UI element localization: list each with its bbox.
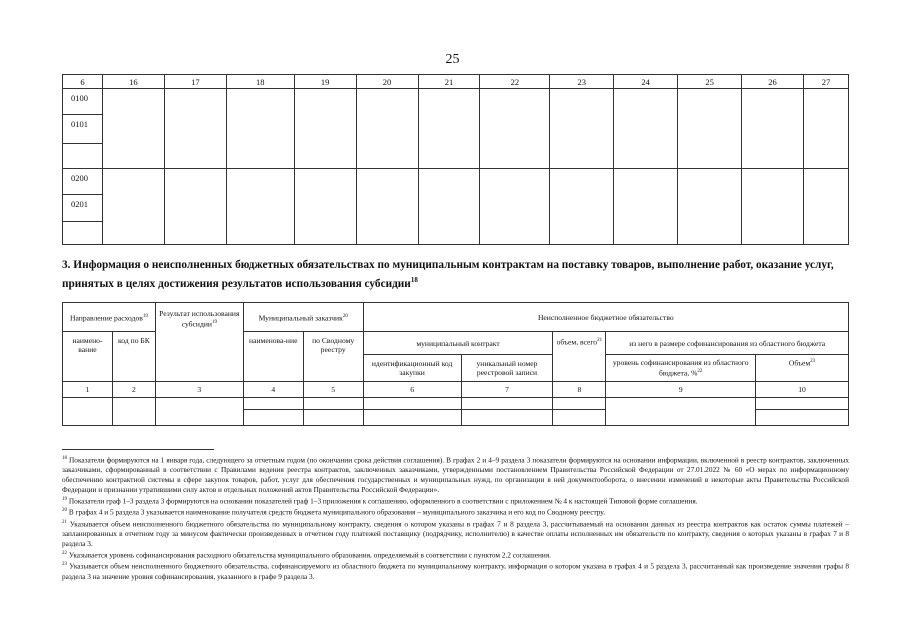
footnote-divider: [62, 449, 214, 450]
column-number: 25: [678, 75, 742, 89]
column-number: 18: [226, 75, 294, 89]
footnote: $^{21}$ Указывается объем неисполненного бюджетного обязательства по муниципальному контракту, сведения о котором указаны в графах 7 и 8 раздела 3, рассчитываемый на основании данных из реестра контрактов как остаток суммы платежей – запланированных в отчетном году за минусом фактически произведенных в отчетном году платежей поставщику (подрядчику, исполнителю) в качестве оплаты исполненных им обязательств по контракту, сведения о которых указаны в графах 7 и 8 раздела 3.: [62, 519, 849, 548]
unique-number-header: уникальный номер реестровой записи: [461, 355, 553, 382]
footnote: $^{18}$ Показатели формируются на 1 января года, следующего за отчетным годом (по окончании срока действия соглашения). В графах 2 и 4–9 раздела 3 показатели формируются на основании информации, включенной в реестр контрактов, заключенных заказчиками, сформированный в соответствии с Правилами ведения реестра контрактов, заключенных заказчиками, утвержденными постановлением Правительства Российской Федерации от 27.01.2022 № 60 «О мерах по информационному обеспечению контрактной системы в сфере закупок товаров, работ, услуг для обеспечения государственных и муниципальных нужд, по организации в ней документооборота, о внесении изменений в некоторые акты Правительства Российской Федерации и признании утратившими силу актов и отдельных положений актов Правительства Российской Федерации».: [62, 455, 849, 495]
column-number: 26: [742, 75, 804, 89]
column-number: 2: [112, 382, 155, 398]
direction-name-header: наимено-вание: [63, 332, 113, 382]
footnotes: [62, 454, 849, 581]
footnote: $^{23}$ Указывается объем неисполненного бюджетного обязательства, софинансируемого из областного бюджета по муниципальному контракту, информация о котором указана в графах 4 и 5 раздела 3, рассчитанный как произведение значения графы 8 раздела 3 на значение уровня софинансирования, указанного в графе 9 раздела 3.: [62, 561, 849, 581]
row-code: 0201: [63, 195, 103, 222]
section-heading: 3. Информация о неисполненных бюджетных обязательствах по муниципальным контрактам на поставку товаров, выполнение работ, оказание услуг, принятых в целях достижения результатов использования субсидии$^{18}$: [62, 259, 834, 290]
contract-header: муниципальный контракт: [363, 332, 553, 355]
customer-registry-header: по Сводному реестру: [303, 332, 363, 382]
column-number: 17: [164, 75, 226, 89]
ident-code-header: идентификационный код закупки: [363, 355, 461, 382]
column-number: 22: [480, 75, 550, 89]
column-number: 3: [155, 382, 243, 398]
result-header: Результат использования субсидии$^{19}$: [155, 303, 243, 382]
footnote: $^{20}$ В графах 4 и 5 раздела 3 указывается наименование получателя средств бюджета муниципального образования – муниципального заказчика и его код по Сводному реестру.: [62, 507, 606, 517]
column-number: 19: [294, 75, 356, 89]
column-number: 6: [63, 75, 103, 89]
direction-header: Направление расходов$^{19}$: [63, 303, 156, 332]
column-number: 27: [803, 75, 848, 89]
kbk-header: код по БК: [112, 332, 155, 382]
table-row: [63, 398, 849, 410]
column-number: 6: [363, 382, 461, 398]
column-number: 5: [303, 382, 363, 398]
column-number: 16: [102, 75, 164, 89]
column-number: 8: [553, 382, 606, 398]
column-number: 1: [63, 382, 113, 398]
cofinancing-level-header: уровень софинансирования из областного бюджета, %$^{22}$: [606, 355, 756, 382]
indicators-table: [62, 74, 849, 245]
customer-name-header: наименова-ние: [243, 332, 303, 382]
footnote: $^{19}$ Показатели граф 1–3 раздела 3 формируются на основании показателей граф 1–3 приложения к соглашению, оформленного в соответствии с приложением № 4 к настоящей Типовой форме соглашения.: [62, 496, 698, 506]
table-header-row: [63, 75, 849, 89]
footnote: $^{22}$ Указывается уровень софинансирования расходного обязательства муниципального образования, определяемый в соответствии с пунктом 2.2 соглашения.: [62, 550, 551, 560]
column-numbers-row: [63, 382, 849, 398]
customer-header: Муниципальный заказчик$^{20}$: [243, 303, 363, 332]
row-code: 0100: [63, 89, 103, 115]
obligations-table: [62, 302, 849, 426]
table-row: [63, 169, 849, 195]
volume-total-header: объем, всего$^{21}$: [553, 332, 606, 382]
column-number: 23: [550, 75, 614, 89]
table-row: [63, 89, 849, 115]
column-number: 9: [606, 382, 756, 398]
column-number: 21: [418, 75, 480, 89]
column-number: 7: [461, 382, 553, 398]
column-number: 4: [243, 382, 303, 398]
cofinancing-volume-header: Объем$^{23}$: [756, 355, 849, 382]
column-number: 24: [614, 75, 678, 89]
page-number: 25: [445, 52, 460, 67]
row-code: 0200: [63, 169, 103, 195]
row-code: 0101: [63, 115, 103, 144]
cofinancing-header: из него в размере софинансирования из областного бюджета: [606, 332, 849, 355]
obligation-header: Неисполненное бюджетное обязательство: [363, 303, 848, 332]
column-number: 20: [356, 75, 418, 89]
column-number: 10: [756, 382, 849, 398]
